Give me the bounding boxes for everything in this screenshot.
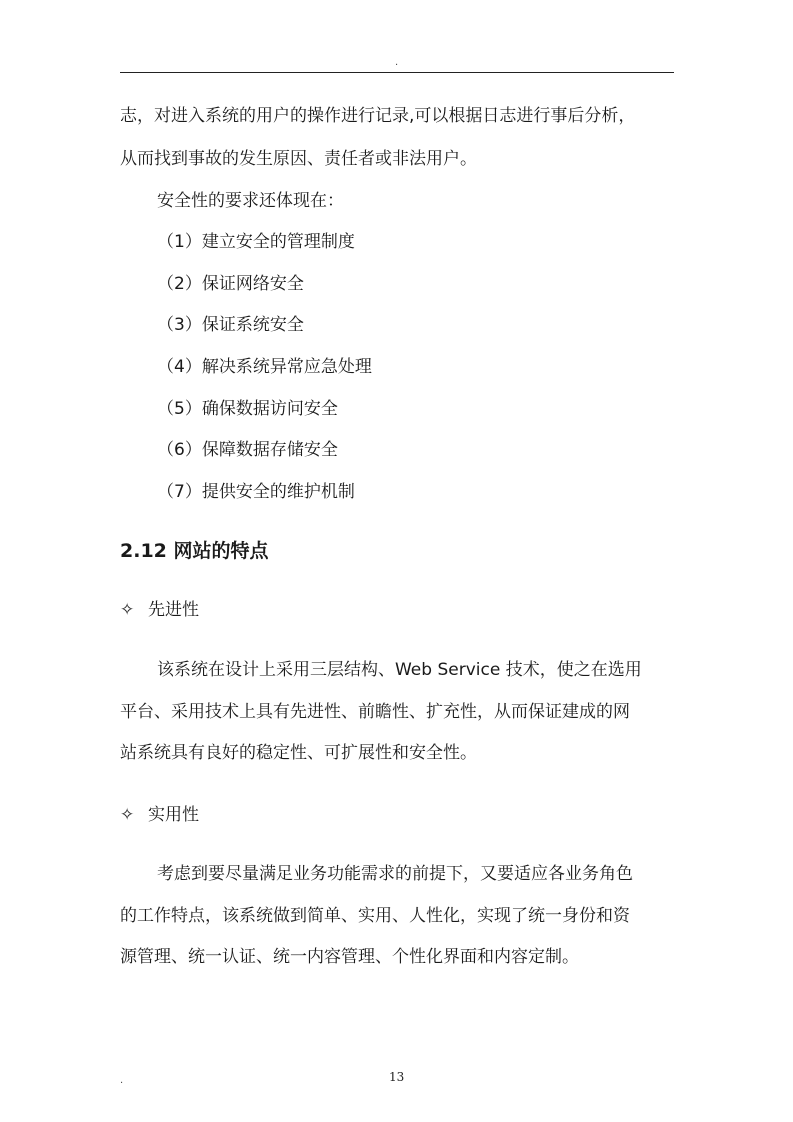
paragraph-line: 考虑到要尽量满足业务功能需求的前提下，又要适应各业务角色 bbox=[157, 864, 633, 884]
header-mark: . bbox=[395, 57, 399, 68]
list-item: （2）保证网络安全 bbox=[157, 274, 304, 294]
list-item: （1）建立安全的管理制度 bbox=[157, 232, 355, 252]
list-item: （7）提供安全的维护机制 bbox=[157, 482, 355, 502]
subsection-label: 实用性 bbox=[148, 805, 199, 825]
diamond-bullet-icon: ✧ bbox=[120, 805, 135, 825]
header-rule bbox=[120, 72, 674, 73]
list-item: （5）确保数据访问安全 bbox=[157, 399, 338, 419]
security-intro: 安全性的要求还体现在： bbox=[157, 191, 344, 211]
subsection-label: 先进性 bbox=[148, 600, 199, 620]
subsection-practical bbox=[120, 803, 199, 827]
diamond-bullet-icon: ✧ bbox=[120, 600, 135, 620]
list-item: （6）保障数据存储安全 bbox=[157, 440, 338, 460]
section-heading: 2.12 网站的特点 bbox=[120, 540, 269, 562]
page-number: 13 bbox=[389, 1070, 405, 1084]
paragraph-line: 从而找到事故的发生原因、责任者或非法用户。 bbox=[120, 149, 477, 169]
subsection-advanced bbox=[120, 598, 199, 622]
list-item: （4）解决系统异常应急处理 bbox=[157, 357, 372, 377]
paragraph-line: 源管理、统一认证、统一内容管理、个性化界面和内容定制。 bbox=[120, 947, 579, 967]
paragraph-line: 平台、采用技术上具有先进性、前瞻性、扩充性，从而保证建成的网 bbox=[120, 702, 630, 722]
paragraph-line: 志，对进入系统的用户的操作进行记录,可以根据日志进行事后分析， bbox=[120, 106, 636, 126]
list-item: （3）保证系统安全 bbox=[157, 315, 304, 335]
footer-mark: . bbox=[120, 1075, 124, 1086]
paragraph-line: 站系统具有良好的稳定性、可扩展性和安全性。 bbox=[120, 743, 477, 763]
paragraph-line: 该系统在设计上采用三层结构、Web Service 技术，使之在选用 bbox=[157, 660, 642, 680]
paragraph-line: 的工作特点，该系统做到简单、实用、人性化，实现了统一身份和资 bbox=[120, 906, 630, 926]
